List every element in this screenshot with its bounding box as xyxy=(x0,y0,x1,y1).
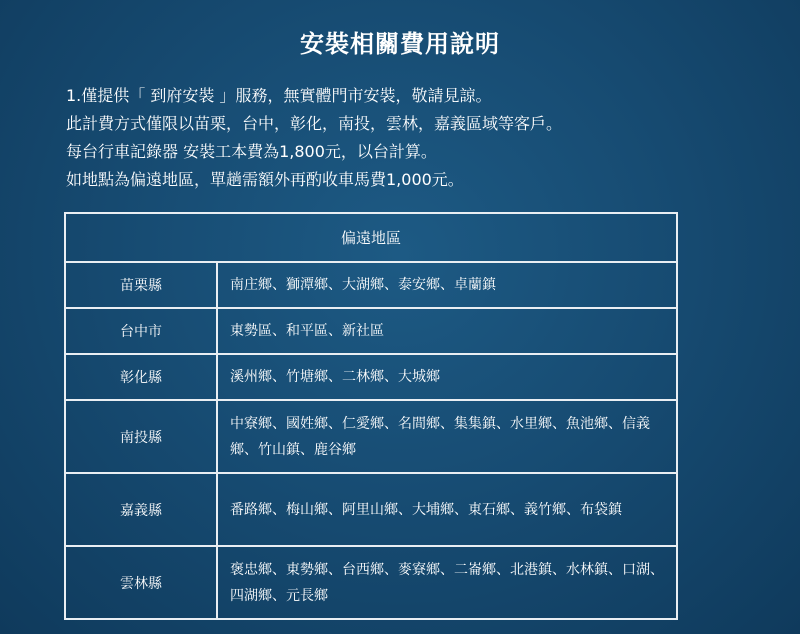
county-cell: 雲林縣 xyxy=(65,546,217,619)
county-cell: 南投縣 xyxy=(65,400,217,473)
towns-cell: 褒忠鄉、東勢鄉、台西鄉、麥寮鄉、二崙鄉、北港鎮、水林鎮、口湖、四湖鄉、元長鄉 xyxy=(217,546,677,619)
towns-cell: 中寮鄉、國姓鄉、仁愛鄉、名間鄉、集集鎮、水里鄉、魚池鄉、信義鄉、竹山鎮、鹿谷鄉 xyxy=(217,400,677,473)
table-row xyxy=(65,473,677,546)
table-header: 偏遠地區 xyxy=(65,213,677,262)
page-title: 安裝相關費用說明 xyxy=(300,30,500,58)
intro-line: 1.僅提供「 到府安裝 」服務，無實體門市安裝，敬請見諒。 xyxy=(66,86,492,105)
table-row xyxy=(65,400,677,473)
county-cell: 彰化縣 xyxy=(65,354,217,400)
towns-cell: 溪州鄉、竹塘鄉、二林鄉、大城鄉 xyxy=(217,354,677,400)
table-row xyxy=(65,354,677,400)
remote-areas-table xyxy=(64,212,678,620)
intro-line: 如地點為偏遠地區，單趟需額外再酌收車馬費1,000元。 xyxy=(66,170,464,189)
county-cell: 台中市 xyxy=(65,308,217,354)
towns-cell: 東勢區、和平區、新社區 xyxy=(217,308,677,354)
table-row xyxy=(65,546,677,619)
county-cell: 苗栗縣 xyxy=(65,262,217,308)
table-row xyxy=(65,262,677,308)
intro-line: 每台行車記錄器 安裝工本費為1,800元，以台計算。 xyxy=(66,142,437,161)
intro-text xyxy=(66,82,562,194)
intro-line: 此計費方式僅限以苗栗，台中，彰化，南投，雲林，嘉義區域等客戶。 xyxy=(66,114,563,133)
towns-cell: 番路鄉、梅山鄉、阿里山鄉、大埔鄉、東石鄉、義竹鄉、布袋鎮 xyxy=(217,473,677,546)
towns-cell: 南庄鄉、獅潭鄉、大湖鄉、泰安鄉、卓蘭鎮 xyxy=(217,262,677,308)
table-row xyxy=(65,308,677,354)
county-cell: 嘉義縣 xyxy=(65,473,217,546)
